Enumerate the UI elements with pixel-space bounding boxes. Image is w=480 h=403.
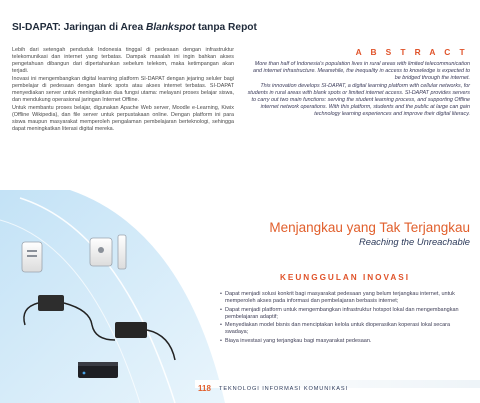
access-point-device [90,238,112,266]
title-prefix: SI-DAPAT: Jaringan di Area [12,22,146,33]
page-title [12,22,257,33]
abstract-paragraph: This innovation develops SI-DAPAT, a digital learning platform with cellular networks, for students in rural areas with blank spots or limited internet access. SI-DAPAT provides servers to carry out two main functions: serving the student learning process, and supporting Offline internet network operations. With this platform, students and the public at large can gain technology learning experiences and improve their digital literacy. [247,82,470,118]
title-suffix: tanpa Repot [195,22,257,33]
abstract-heading: A B S T R A C T [355,47,468,57]
footer-label: TEKNOLOGI INFORMASI KOMUNIKASI [219,385,348,392]
keunggulan-item: • Dapat menjadi solusi konkrit bagi masyarakat pedesaan yang belum terjangkau internet, untuk memperoleh akses pada informasi dan pembelajaran berbasis internet; [220,291,472,305]
keunggulan-item: • Biaya investasi yang terjangkau bagi masyarakat pedesaan. [220,338,472,345]
body-paragraph: Untuk membantu proses belajar, digunakan Apache Web server, Moodle e-Learning, Kiwix (Offline Wikipedia), dan file server untuk perpustakaan online. Dengan platform ini para siswa maupun masyarakat memperoleh pengalaman pembelajaran berteknologi, sehingga dapat meningkatkan literasi digital mereka. [12,104,234,133]
indonesian-description [12,47,234,134]
body-paragraph: Lebih dari setengah penduduk Indonesia tinggal di pedesaan dengan infrastruktur telekomunikasi dan internet yang terbatas. Dampak masalah ini ingin bahkan akses pengetahuan dibangun dari dipertahankan sebelum telekom, maka ketimpangan akan terjadi. [12,47,234,75]
mini-pc-server [78,362,118,378]
abstract-section [246,47,470,119]
tagline-sub: Reaching the Unreachable [358,236,470,247]
keunggulan-item: • Dapat menjadi platform untuk mengembangkan infrastruktur hotspot lokal dan mengembangkan pembelajaran adaptif; [220,307,472,321]
tagline [269,220,470,247]
title-emphasis: Blankspot [145,22,196,33]
page-number: 118 [198,384,211,393]
keunggulan-heading: KEUNGGULAN INOVASI [280,273,411,282]
hardware-illustration [0,190,225,403]
keunggulan-item: • Menyediakan model bisnis dan menciptakan kelola untuk dioperasikan koperasi lokal secara swadaya; [220,322,472,336]
abstract-paragraph: More than half of Indonesia's population lives in rural areas with limited telecommunication and internet infrastructure. Meanwhile, the inequality in access to knowledge is expected to be bridged through the internet. [253,61,470,82]
tagline-main: Menjangkau yang Tak Terjangkau [269,220,470,235]
abstract-text [246,61,470,118]
keunggulan-list [220,291,472,346]
antenna-device [118,235,126,269]
access-point-device [22,242,42,272]
body-paragraph: Inovasi ini mengembangkan digital learning platform SI-DAPAT dengan jejaring seluler bagi pembelajar di pedesaan dengan blank spots atau akses internet terbatas. SI-DAPAT menyediakan server untuk meningkatkan dua fungsi utama: melayani proses belajar siswa, dan mendukung operasional jaringan Internet Offline. [12,75,234,104]
